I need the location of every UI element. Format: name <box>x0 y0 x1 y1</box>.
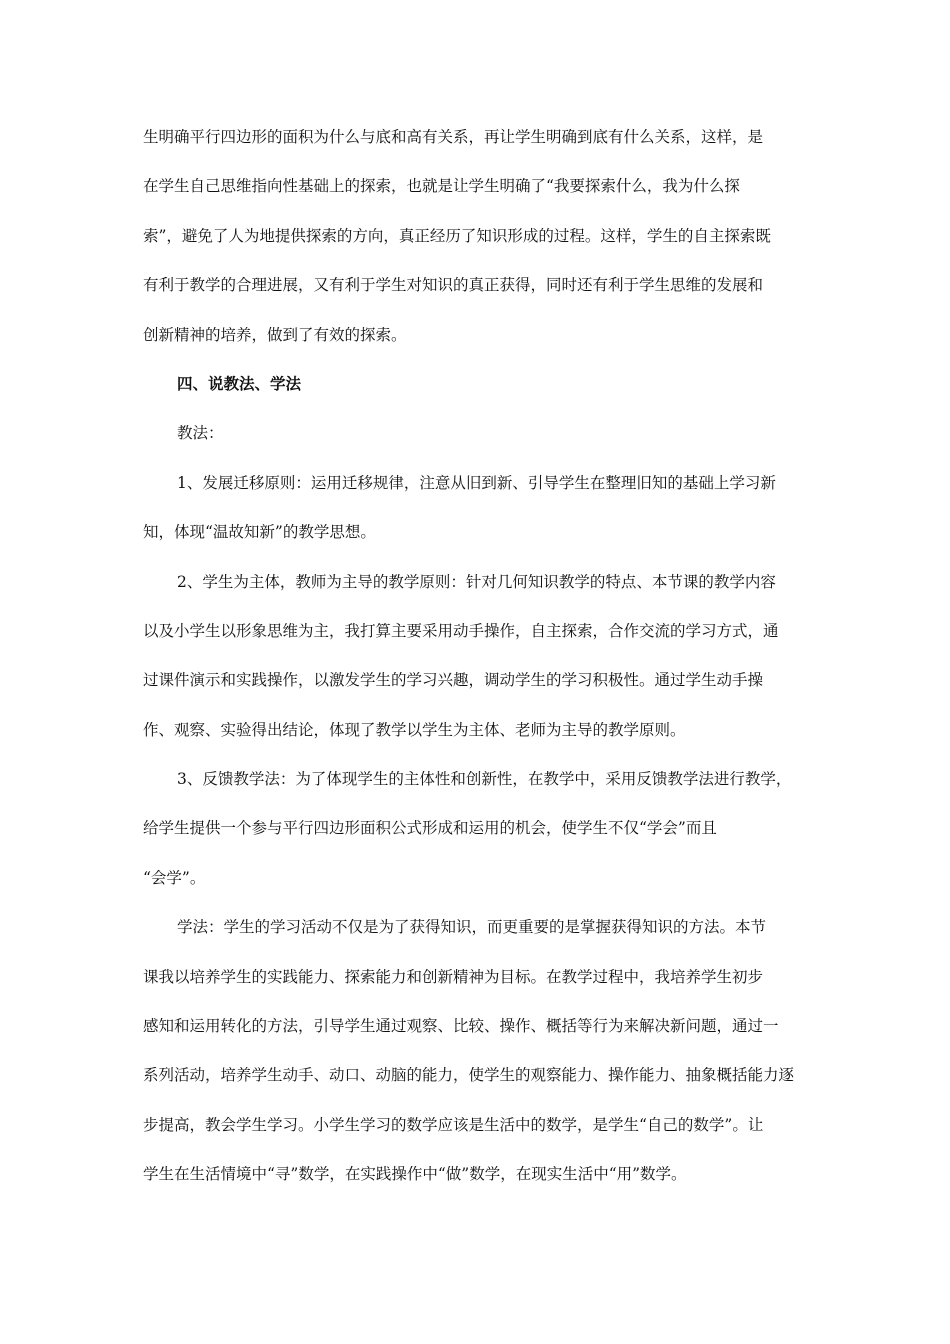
text-line: 生明确平行四边形的面积为什么与底和高有关系，再让学生明确到底有什么关系，这样，是 <box>143 128 764 146</box>
text-line: 给学生提供一个参与平行四边形面积公式形成和运用的机会，使学生不仅“学会”而且 <box>143 819 717 838</box>
text-line: 感知和运用转化的方法，引导学生通过观察、比较、操作、概括等行为来解决新问题，通过一 <box>143 1017 779 1036</box>
text-line: 作、观察、实验得出结论，体现了教学以学生为主体、老师为主导的教学原则。 <box>143 720 686 739</box>
text-line: 有利于教学的合理进展，又有利于学生对知识的真正获得，同时还有利于学生思维的发展和 <box>143 276 764 295</box>
text-line: 学生在生活情境中“寻”数学，在实践操作中“做”数学，在现实生活中“用”数学。 <box>143 1165 687 1184</box>
document-page <box>143 118 811 1205</box>
text-line: 过课件演示和实践操作，以激发学生的学习兴趣，调动学生的学习积极性。通过学生动手操 <box>143 671 764 690</box>
text-line: 学法：学生的学习活动不仅是为了获得知识，而更重要的是掌握获得知识的方法。本节 <box>177 918 767 937</box>
text-line: 索”，避免了人为地提供探索的方向，真正经历了知识形成的过程。这样，学生的自主探索既 <box>143 226 771 245</box>
section-heading: 四、说教法、学法 <box>177 373 302 393</box>
text-line: “会学”。 <box>143 868 206 887</box>
text-line: 以及小学生以形象思维为主，我打算主要采用动手操作，自主探索，合作交流的学习方式，通 <box>143 621 779 640</box>
text-line: 1、发展迁移原则：运用迁移规律，注意从旧到新、引导学生在整理旧知的基础上学习新 <box>177 473 776 492</box>
text-line: 3、反馈教学法：为了体现学生的主体性和创新性，在教学中，采用反馈教学法进行教学， <box>177 770 792 789</box>
text-line: 步提高，教会学生学习。小学生学习的数学应该是生活中的数学，是学生“自己的数学”。让 <box>143 1115 764 1134</box>
text-line: 创新精神的培养，做到了有效的探索。 <box>143 325 407 344</box>
text-line: 在学生自己思维指向性基础上的探索，也就是让学生明确了“我要探索什么，我为什么探 <box>143 177 740 196</box>
text-line: 2、学生为主体，教师为主导的教学原则：针对几何知识教学的特点、本节课的教学内容 <box>177 572 776 591</box>
text-line: 课我以培养学生的实践能力、探索能力和创新精神为目标。在教学过程中，我培养学生初步 <box>143 967 764 986</box>
text-line: 知，体现“温故知新”的教学思想。 <box>143 523 376 542</box>
subsection-label: 教法： <box>177 424 224 443</box>
text-line: 系列活动，培养学生动手、动口、动脑的能力，使学生的观察能力、操作能力、抽象概括能力逐 <box>143 1066 795 1085</box>
